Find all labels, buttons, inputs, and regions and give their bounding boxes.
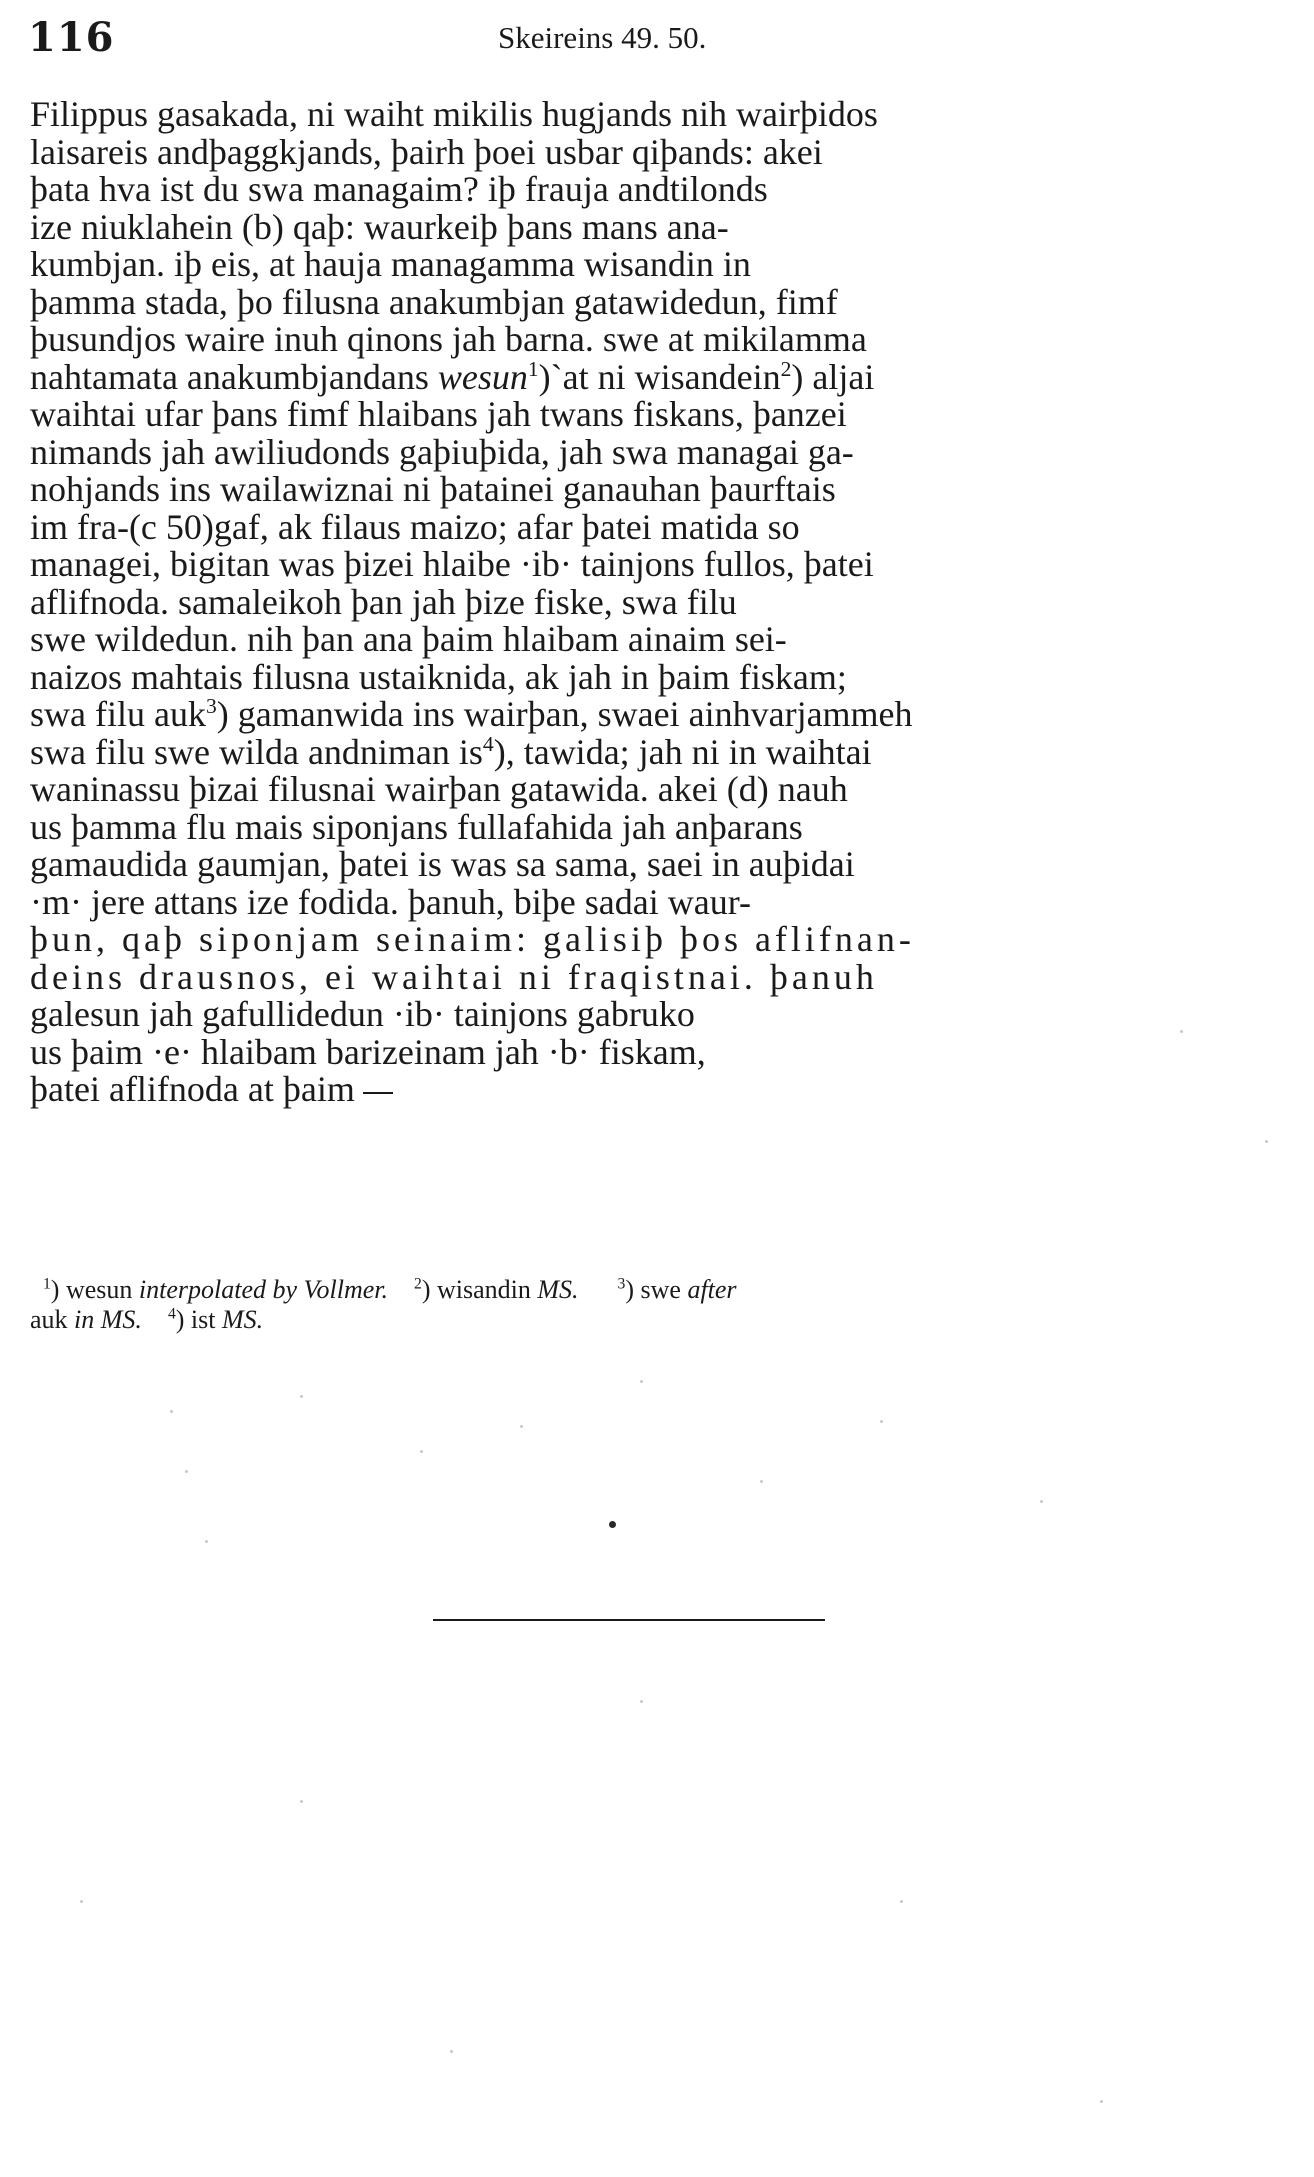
text-line: nimands jah awiliudonds gaþiuþida, jah swa managai ga- [30, 431, 854, 472]
paper-speckle [1040, 1500, 1043, 1503]
text-line: swe wildedun. nih þan ana þaim hlaibam ainaim sei- [30, 619, 787, 659]
running-head: Skeireins 49. 50. [498, 20, 707, 55]
text-line: Filippus gasakada, ni waiht mikilis hugjands nih wairþidos [30, 94, 878, 134]
text-line-with-footnote [30, 731, 1240, 772]
text-segment: ) aljai [791, 356, 875, 397]
paper-speckle [80, 1900, 83, 1903]
text-line: waninassu þizai filusnai wairþan gatawida. akei (d) nauh [30, 769, 848, 809]
paper-speckle [1100, 2100, 1103, 2103]
paper-speckle [760, 1480, 763, 1483]
text-line: nohjands ins wailawiznai ni þatainei ganauhan þaurftais [30, 469, 836, 509]
text-line: ize niuklahein (b) qaþ: waurkeiþ þans mans ana- [30, 206, 729, 247]
footnote-line [30, 1275, 1240, 1305]
footnote-text: ) ist [175, 1305, 222, 1334]
text-line: laisareis andþaggkjands, þairh þoei usbar qiþands: akei [30, 131, 823, 172]
paper-speckle [520, 1425, 523, 1428]
paper-speckle [205, 1540, 208, 1543]
text-line: kumbjan. iþ eis, at hauja managamma wisandin in [30, 244, 751, 284]
main-text [30, 96, 1240, 1109]
text-line: aflifnoda. samaleikoh þan jah þize fiske, swa filu [30, 581, 737, 622]
text-segment: swa filu swe wilda andniman is [30, 731, 483, 772]
footnote-text: ) swe [625, 1275, 688, 1304]
page-header [28, 14, 1238, 74]
text-line-with-footnotes [30, 356, 1240, 397]
paper-speckle [900, 1900, 903, 1903]
paper-speckle [185, 1470, 188, 1473]
text-segment: nahtamata anakumbjandans [30, 356, 429, 397]
paper-speckle [640, 1700, 643, 1703]
footnote-text: auk [30, 1305, 75, 1334]
text-line: im fra-(c 50)gaf, ak filaus maizo; afar þatei matida so [30, 506, 800, 547]
text-line: us þamma flu mais siponjans fullafahida jah anþarans [30, 806, 803, 847]
footnote-italic: after [687, 1275, 737, 1304]
paper-speckle [450, 2050, 453, 2053]
text-line: ·m· jere attans ize fodida. þanuh, biþe sadai waur- [30, 881, 751, 922]
footnote-mark: 1 [43, 1275, 51, 1293]
footnote-ref: 2 [780, 356, 792, 381]
text-line: þata hva ist du swa managaim? iþ frauja andtilonds [30, 169, 768, 209]
text-segment: ), tawida; jah ni in waihtai [493, 731, 872, 772]
footnote-text: ) wisandin [421, 1275, 538, 1304]
footnotes [30, 1275, 1240, 1335]
paper-speckle [880, 1420, 883, 1423]
paper-speckle [300, 1800, 303, 1803]
text-line-with-footnote [30, 696, 1240, 734]
footnote-italic: MS. [221, 1305, 264, 1334]
text-line: waihtai ufar þans fimf hlaibans jah twans fiskans, þanzei [30, 394, 847, 434]
footnote-mark: 3 [617, 1275, 626, 1293]
footnote-ref: 4 [482, 731, 494, 756]
page-number: 116 [28, 14, 115, 61]
text-segment: swa filu auk [30, 694, 206, 734]
text-segment: )`at ni wisandein [538, 356, 781, 397]
paper-speckle [640, 1380, 643, 1383]
text-line: þun, qaþ siponjam seinaim: galisiþ þos aflifnan- [30, 919, 915, 959]
end-rule [433, 1619, 825, 1621]
paper-speckle [1180, 1030, 1183, 1033]
paper-speckle [300, 1395, 303, 1398]
italic-word: wesun [437, 356, 528, 397]
ink-dot [609, 1521, 616, 1528]
text-line: deins drausnos, ei waihtai ni fraqistnai. þanuh [30, 956, 878, 997]
footnote-italic: in MS. [74, 1305, 142, 1334]
footnote-text: ) wesun [50, 1275, 139, 1304]
text-line: managei, bigitan was þizei hlaibe ·ib· tainjons fullos, þatei [30, 544, 874, 584]
footnote-italic: MS. [537, 1275, 579, 1304]
text-segment: þatei aflifnoda at þaim [30, 1069, 355, 1109]
footnote-ref: 3 [205, 694, 217, 718]
text-line: þusundjos waire inuh qinons jah barna. swe at mikilamma [30, 319, 867, 359]
text-line: us þaim ·e· hlaibam barizeinam jah ·b· fiskam, [30, 1031, 706, 1072]
footnote-mark: 4 [167, 1305, 176, 1323]
text-line: naizos mahtais filusna ustaiknida, ak jah in þaim fiskam; [30, 656, 847, 697]
paper-speckle [170, 1410, 173, 1413]
footnote-line [30, 1305, 1240, 1335]
text-line: þamma stada, þo filusna anakumbjan gatawidedun, fimf [30, 281, 838, 322]
text-segment: ) gamanwida ins wairþan, swaei ainhvarjammeh [216, 694, 913, 734]
text-line-final [30, 1071, 1240, 1109]
footnote-italic: interpolated by Vollmer. [138, 1275, 389, 1304]
paper-speckle [1265, 1140, 1268, 1143]
dash-rule [363, 1092, 393, 1094]
footnote-mark: 2 [414, 1275, 422, 1293]
text-line: galesun jah gafullidedun ·ib· tainjons gabruko [30, 994, 695, 1034]
text-line: gamaudida gaumjan, þatei is was sa sama, saei in auþidai [30, 844, 855, 884]
paper-speckle [420, 1450, 423, 1453]
footnote-ref: 1 [527, 356, 539, 381]
